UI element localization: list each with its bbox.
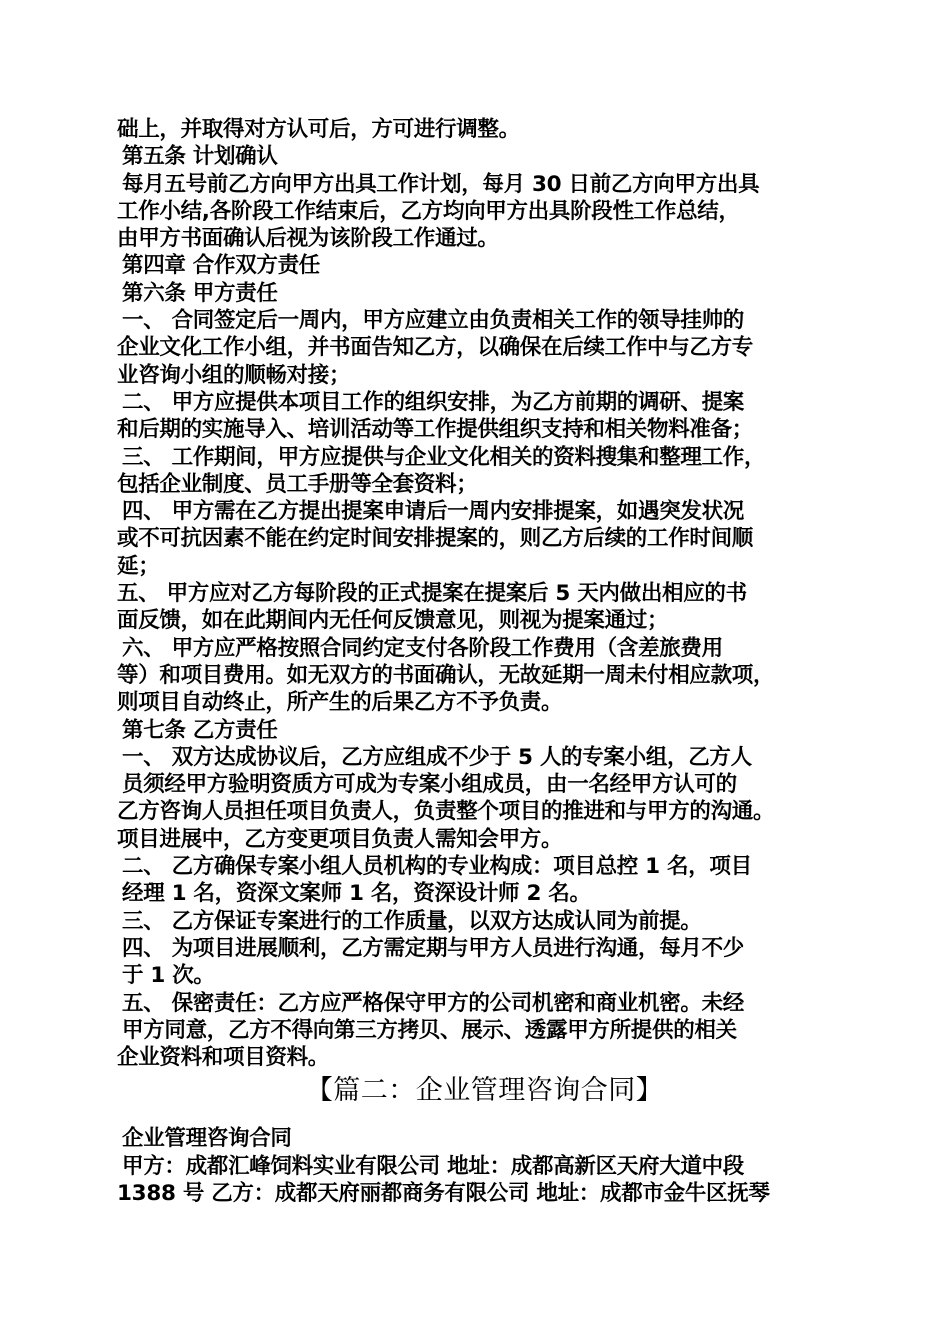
text-line: 二、 乙方确保专案小组人员机构的专业构成：项目总控 1 名，项目 — [122, 854, 752, 880]
text-line: 由甲方书面确认后视为该阶段工作通过。 — [117, 226, 499, 252]
text-line: 延； — [117, 553, 160, 579]
text-line: 1388 号 乙方：成都天府丽都商务有限公司 地址：成都市金牛区抚琴 — [117, 1180, 770, 1206]
text-line: 员须经甲方验明资质方可成为专案小组成员，由一名经甲方认可的 — [122, 772, 737, 798]
text-line: 一、 合同签定后一周内，甲方应建立由负责相关工作的领导挂帅的 — [122, 308, 744, 334]
contract-text-part-1 — [117, 116, 852, 1071]
document-body — [117, 116, 852, 1207]
text-line: 四、 为项目进展顺利，乙方需定期与甲方人员进行沟通，每月不少 — [122, 935, 744, 961]
text-line: 四、 甲方需在乙方提出提案申请后一周内安排提案，如遇突发状况 — [122, 499, 744, 525]
text-line: 包括企业制度、员工手册等全套资料； — [117, 471, 478, 497]
text-line: 五、 保密责任：乙方应严格保守甲方的公司机密和商业机密。未经 — [122, 990, 744, 1016]
text-line: 或不可抗因素不能在约定时间安排提案的，则乙方后续的工作时间顺 — [117, 526, 754, 552]
text-line: 三、 乙方保证专案进行的工作质量，以双方达成认同为前提。 — [122, 908, 702, 934]
text-line: 企业资料和项目资料。 — [117, 1045, 330, 1071]
text-line: 每月五号前乙方向甲方出具工作计划，每月 30 日前乙方向甲方出具 — [122, 171, 760, 197]
text-line: 等）和项目费用。如无双方的书面确认，无故延期一周未付相应款项， — [117, 662, 775, 688]
text-line: 第六条 甲方责任 — [122, 280, 278, 306]
text-line: 二、 甲方应提供本项目工作的组织安排，为乙方前期的调研、提案 — [122, 389, 744, 415]
text-line: 企业文化工作小组，并书面告知乙方，以确保在后续工作中与乙方专 — [117, 335, 754, 361]
text-line: 工作小结,各阶段工作结束后，乙方均向甲方出具阶段性工作总结， — [117, 198, 740, 224]
text-line: 乙方咨询人员担任项目负责人，负责整个项目的推进和与甲方的沟通。 — [117, 799, 775, 825]
text-line: 五、 甲方应对乙方每阶段的正式提案在提案后 5 天内做出相应的书 — [117, 581, 747, 607]
text-line: 甲方同意，乙方不得向第三方拷贝、展示、透露甲方所提供的相关 — [122, 1017, 737, 1043]
text-line: 一、 双方达成协议后，乙方应组成不少于 5 人的专案小组，乙方人 — [122, 744, 752, 770]
text-line: 甲方：成都汇峰饲料实业有限公司 地址：成都高新区天府大道中段 — [122, 1153, 744, 1179]
text-line: 经理 1 名，资深文案师 1 名，资深设计师 2 名。 — [122, 881, 591, 907]
text-line: 于 1 次。 — [122, 963, 215, 989]
contract-text-part-2 — [117, 1125, 852, 1207]
text-line: 六、 甲方应严格按照合同约定支付各阶段工作费用（含差旅费用 — [122, 635, 723, 661]
text-line: 础上，并取得对方认可后，方可进行调整。 — [117, 117, 520, 142]
text-line: 业咨询小组的顺畅对接； — [117, 362, 351, 388]
text-line: 三、 工作期间，甲方应提供与企业文化相关的资料搜集和整理工作， — [122, 444, 766, 470]
text-line: 面反馈，如在此期间内无任何反馈意见，则视为提案通过； — [117, 608, 669, 634]
section-title: 【篇二：企业管理咨询合同】 — [305, 1075, 664, 1107]
text-line: 则项目自动终止，所产生的后果乙方不予负责。 — [117, 690, 563, 716]
text-line: 第七条 乙方责任 — [122, 717, 278, 743]
text-line: 第四章 合作双方责任 — [122, 253, 320, 279]
text-line: 和后期的实施导入、培训活动等工作提供组织支持和相关物料准备； — [117, 417, 754, 443]
text-line: 项目进展中，乙方变更项目负责人需知会甲方。 — [117, 826, 563, 852]
text-line: 企业管理咨询合同 — [122, 1126, 292, 1152]
text-line: 第五条 计划确认 — [122, 144, 278, 170]
